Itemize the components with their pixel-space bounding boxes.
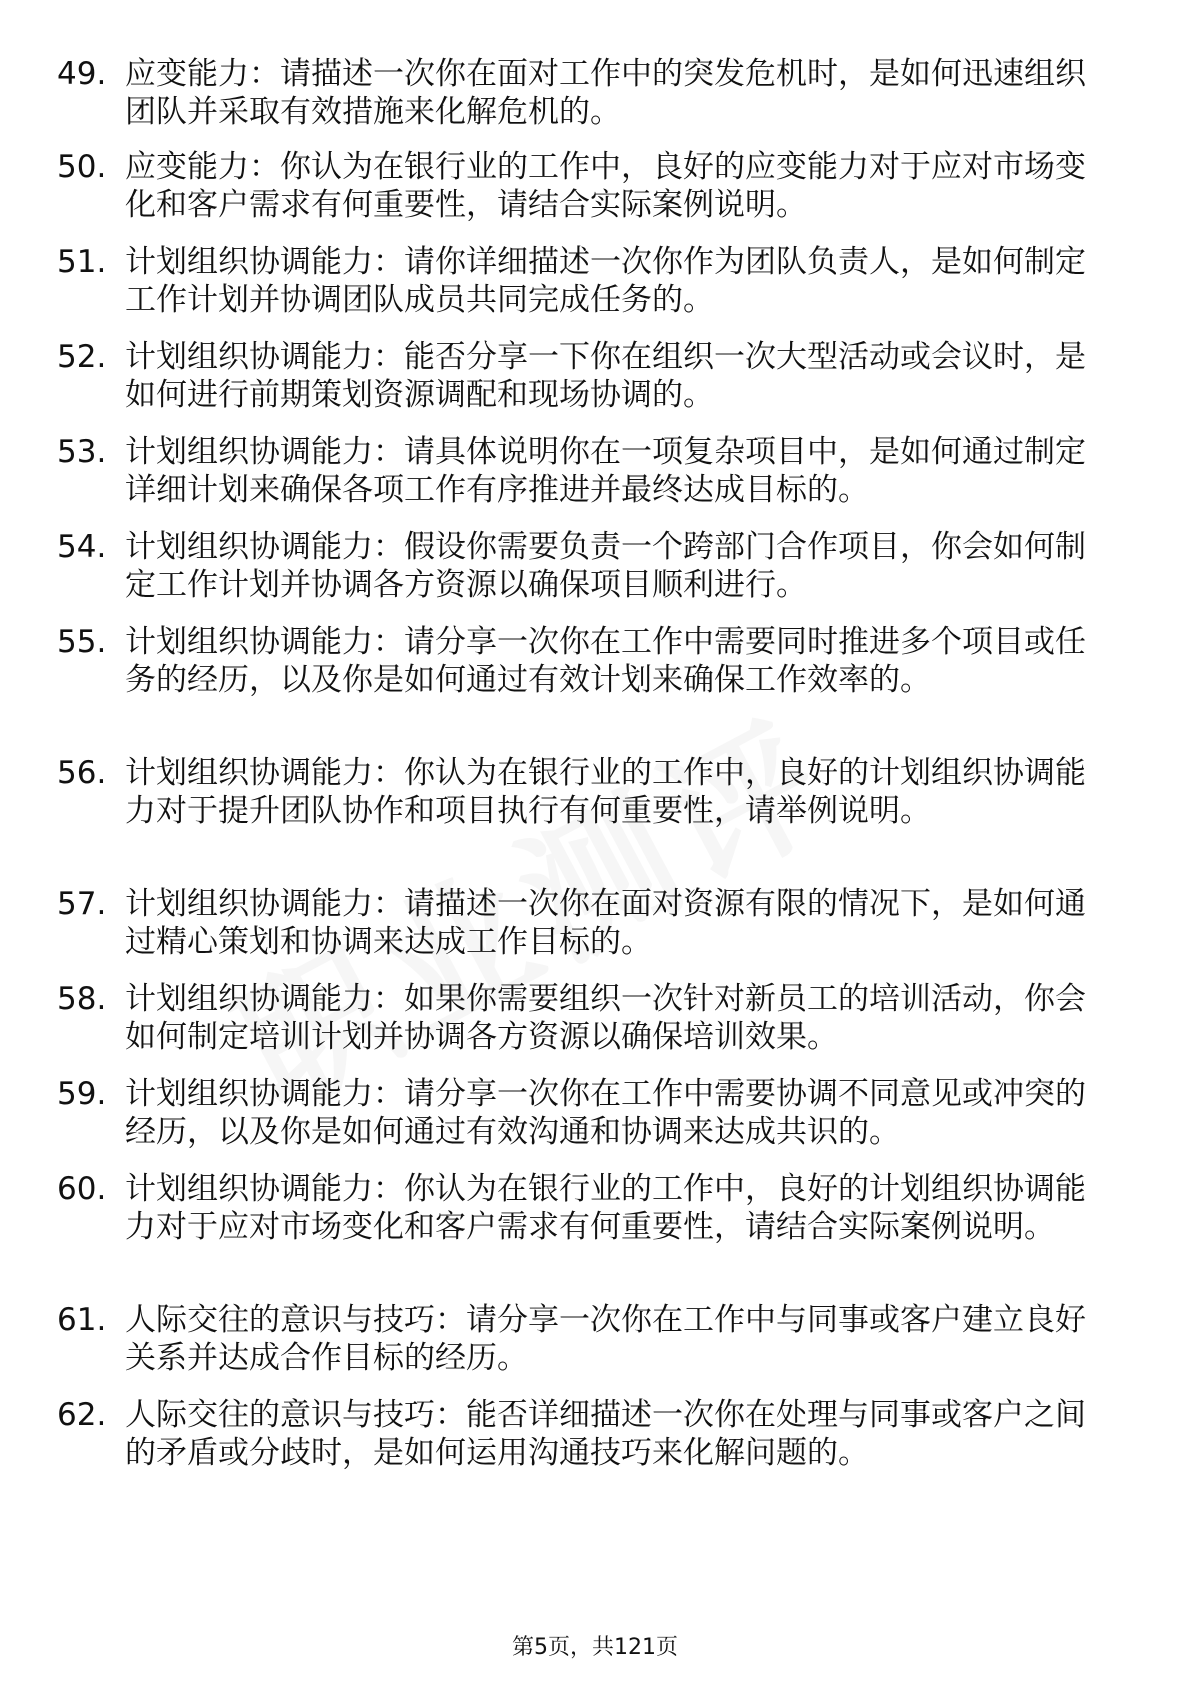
question-text: 应变能力：请描述一次你在面对工作中的突发危机时，是如何迅速组织团队并采取有效措施来化解危机的。 — [125, 56, 1086, 130]
question-item — [57, 1301, 1127, 1377]
question-item — [57, 55, 1127, 131]
question-item — [57, 980, 1127, 1056]
question-text: 计划组织协调能力：如果你需要组织一次针对新员工的培训活动，你会如何制定培训计划并协调各方资源以确保培训效果。 — [125, 981, 1086, 1055]
question-number: 58. — [57, 981, 107, 1017]
question-item — [57, 1170, 1127, 1246]
question-item — [57, 528, 1127, 604]
question-text: 计划组织协调能力：请分享一次你在工作中需要同时推进多个项目或任务的经历，以及你是如何通过有效计划来确保工作效率的。 — [125, 624, 1086, 698]
question-text: 计划组织协调能力：请你详细描述一次你作为团队负责人，是如何制定工作计划并协调团队成员共同完成任务的。 — [125, 244, 1086, 318]
question-number: 49. — [57, 56, 107, 92]
question-text: 计划组织协调能力：请描述一次你在面对资源有限的情况下，是如何通过精心策划和协调来达成工作目标的。 — [125, 886, 1086, 960]
question-text: 人际交往的意识与技巧：能否详细描述一次你在处理与同事或客户之间的矛盾或分歧时，是如何运用沟通技巧来化解问题的。 — [125, 1397, 1086, 1471]
question-text: 计划组织协调能力：能否分享一下你在组织一次大型活动或会议时，是如何进行前期策划资源调配和现场协调的。 — [125, 339, 1086, 413]
question-number: 60. — [57, 1171, 107, 1207]
question-item — [57, 243, 1127, 319]
question-item — [57, 1075, 1127, 1151]
question-number: 59. — [57, 1076, 107, 1112]
question-item — [57, 623, 1127, 699]
question-text: 计划组织协调能力：请分享一次你在工作中需要协调不同意见或冲突的经历，以及你是如何通过有效沟通和协调来达成共识的。 — [125, 1076, 1086, 1150]
question-item — [57, 148, 1127, 224]
question-number: 62. — [57, 1397, 107, 1433]
question-item — [57, 885, 1127, 961]
question-text: 人际交往的意识与技巧：请分享一次你在工作中与同事或客户建立良好关系并达成合作目标的经历。 — [125, 1302, 1086, 1376]
question-number: 56. — [57, 755, 107, 791]
question-number: 51. — [57, 244, 107, 280]
question-text: 应变能力：你认为在银行业的工作中，良好的应变能力对于应对市场变化和客户需求有何重要性，请结合实际案例说明。 — [125, 149, 1086, 223]
question-number: 50. — [57, 149, 107, 185]
question-number: 52. — [57, 339, 107, 375]
question-text: 计划组织协调能力：你认为在银行业的工作中，良好的计划组织协调能力对于应对市场变化和客户需求有何重要性，请结合实际案例说明。 — [125, 1171, 1086, 1245]
question-number: 54. — [57, 529, 107, 565]
question-text: 计划组织协调能力：请具体说明你在一项复杂项目中，是如何通过制定详细计划来确保各项工作有序推进并最终达成目标的。 — [125, 434, 1086, 508]
question-number: 53. — [57, 434, 107, 470]
question-item — [57, 338, 1127, 414]
question-item — [57, 433, 1127, 509]
question-text: 计划组织协调能力：假设你需要负责一个跨部门合作项目，你会如何制定工作计划并协调各方资源以确保项目顺利进行。 — [125, 529, 1086, 603]
page-footer: 第5页，共121页 — [512, 1635, 678, 1660]
question-text: 计划组织协调能力：你认为在银行业的工作中，良好的计划组织协调能力对于提升团队协作和项目执行有何重要性，请举例说明。 — [125, 755, 1086, 829]
question-item — [57, 754, 1127, 830]
question-item — [57, 1396, 1127, 1472]
question-number: 55. — [57, 624, 107, 660]
question-number: 57. — [57, 886, 107, 922]
question-number: 61. — [57, 1302, 107, 1338]
